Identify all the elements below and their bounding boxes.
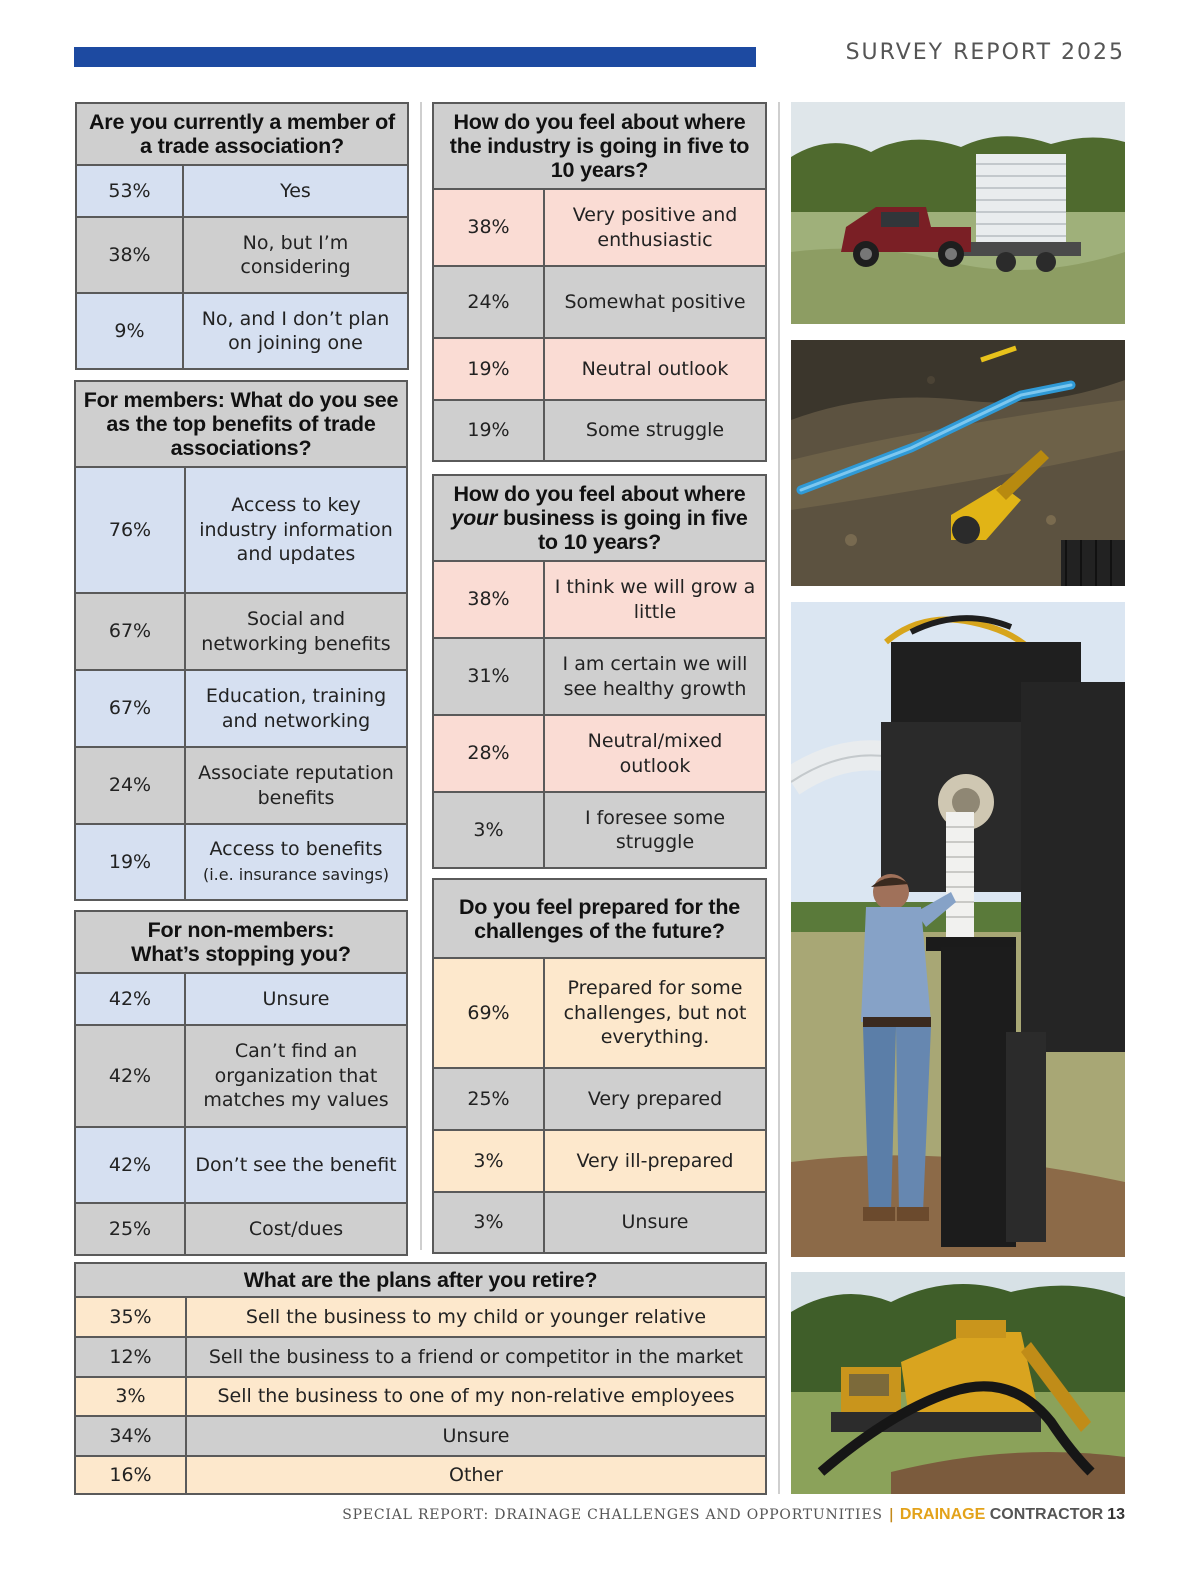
- answer-cell: I foresee some struggle: [544, 792, 766, 868]
- table-title-line: For non-members:: [147, 918, 335, 942]
- business-outlook-table: [432, 474, 767, 869]
- pickup-truck-image: [791, 102, 1125, 324]
- footer-brand-contractor: CONTRACTOR: [989, 1506, 1104, 1523]
- answer-cell: Cost/dues: [185, 1203, 407, 1255]
- footer-section-title: SPECIAL REPORT: DRAINAGE CHALLENGES AND OPPORTUNITIES: [342, 1507, 883, 1523]
- drainage-plow-worker-photo: [791, 602, 1125, 1257]
- percent-cell: 38%: [433, 561, 544, 638]
- answer-cell: Very ill-prepared: [544, 1130, 766, 1192]
- answer-label: Access to benefits: [209, 838, 383, 860]
- percent-cell: 3%: [75, 1377, 186, 1416]
- answer-cell: [185, 824, 407, 900]
- answer-cell: Unsure: [544, 1192, 766, 1253]
- table-title: What are the plans after you retire?: [75, 1263, 766, 1297]
- percent-cell: 35%: [75, 1297, 186, 1337]
- percent-cell: 24%: [75, 747, 185, 824]
- percent-cell: 19%: [433, 400, 544, 461]
- page-footer: [342, 1506, 1125, 1524]
- answer-cell: Don’t see the benefit: [185, 1127, 407, 1203]
- percent-cell: 67%: [75, 670, 185, 747]
- trade-association-membership-table: [75, 102, 409, 370]
- trench-pipe-image: [791, 340, 1125, 586]
- non-member-barriers-table: [74, 910, 408, 1256]
- percent-cell: 53%: [76, 165, 183, 217]
- future-preparedness-table: [432, 878, 767, 1254]
- percent-cell: 3%: [433, 1130, 544, 1192]
- percent-cell: 19%: [433, 338, 544, 400]
- footer-separator: |: [888, 1507, 894, 1523]
- percent-cell: 16%: [75, 1456, 186, 1494]
- answer-cell: Some struggle: [544, 400, 766, 461]
- percent-cell: 3%: [433, 1192, 544, 1253]
- answer-cell: Sell the business to my child or younger relative: [186, 1297, 766, 1337]
- footer-brand-drainage: DRAINAGE: [899, 1506, 986, 1523]
- percent-cell: 25%: [433, 1068, 544, 1130]
- percent-cell: 42%: [75, 1025, 185, 1127]
- table-title: How do you feel about where the industry is going in five to 10 years?: [433, 103, 766, 189]
- page-number: 13: [1107, 1506, 1125, 1523]
- percent-cell: 38%: [433, 189, 544, 266]
- table-title: [433, 475, 766, 561]
- table-title: Do you feel prepared for the challenges of the future?: [433, 879, 766, 958]
- percent-cell: 9%: [76, 293, 183, 369]
- industry-outlook-table: [432, 102, 767, 462]
- answer-cell: Neutral/mixed outlook: [544, 715, 766, 792]
- answer-cell: Neutral outlook: [544, 338, 766, 400]
- answer-cell: Can’t find an organization that matches my values: [185, 1025, 407, 1127]
- drainage-plow-worker-image: [791, 602, 1125, 1257]
- answer-cell: Sell the business to one of my non-relative employees: [186, 1377, 766, 1416]
- percent-cell: 34%: [75, 1416, 186, 1456]
- percent-cell: 28%: [433, 715, 544, 792]
- answer-cell: Yes: [183, 165, 408, 217]
- retirement-plans-table: [74, 1262, 767, 1495]
- answer-cell: Access to key industry information and updates: [185, 467, 407, 593]
- percent-cell: 12%: [75, 1337, 186, 1377]
- answer-cell: Associate reputation benefits: [185, 747, 407, 824]
- answer-cell: Prepared for some challenges, but not everything.: [544, 958, 766, 1068]
- answer-cell: I am certain we will see healthy growth: [544, 638, 766, 715]
- table-title: For members: What do you see as the top benefits of trade associations?: [75, 381, 407, 467]
- answer-cell: No, and I don’t plan on joining one: [183, 293, 408, 369]
- table-title: [75, 911, 407, 973]
- answer-cell: Unsure: [186, 1416, 766, 1456]
- percent-cell: 76%: [75, 467, 185, 593]
- answer-note: (i.e. insurance savings): [202, 864, 390, 884]
- answer-cell: Somewhat positive: [544, 266, 766, 338]
- percent-cell: 24%: [433, 266, 544, 338]
- answer-cell: Social and networking benefits: [185, 593, 407, 670]
- table-title-part: How do you feel about where: [453, 482, 746, 506]
- table-title: Are you currently a member of a trade association?: [76, 103, 408, 165]
- percent-cell: 25%: [75, 1203, 185, 1255]
- table-title-part: business is going in five to 10 years?: [502, 506, 748, 554]
- percent-cell: 19%: [75, 824, 185, 900]
- percent-cell: 67%: [75, 593, 185, 670]
- trencher-photo: [791, 1272, 1125, 1494]
- answer-cell: Unsure: [185, 973, 407, 1025]
- column-divider: [778, 102, 780, 1494]
- percent-cell: 69%: [433, 958, 544, 1068]
- pickup-truck-photo: [791, 102, 1125, 324]
- answer-cell: Sell the business to a friend or competitor in the market: [186, 1337, 766, 1377]
- percent-cell: 42%: [75, 973, 185, 1025]
- percent-cell: 3%: [433, 792, 544, 868]
- table-title-line: What’s stopping you?: [131, 942, 351, 966]
- page-header-title: SURVEY REPORT 2025: [845, 40, 1125, 65]
- answer-cell: Other: [186, 1456, 766, 1494]
- answer-cell: Education, training and networking: [185, 670, 407, 747]
- column-divider: [420, 102, 422, 1250]
- percent-cell: 31%: [433, 638, 544, 715]
- table-title-emphasis: your: [451, 506, 498, 530]
- answer-cell: Very positive and enthusiastic: [544, 189, 766, 266]
- answer-cell: No, but I’m considering: [183, 217, 408, 293]
- header-accent-bar: [74, 47, 756, 67]
- percent-cell: 42%: [75, 1127, 185, 1203]
- answer-cell: Very prepared: [544, 1068, 766, 1130]
- answer-cell: I think we will grow a little: [544, 561, 766, 638]
- trencher-image: [791, 1272, 1125, 1494]
- percent-cell: 38%: [76, 217, 183, 293]
- membership-benefits-table: [74, 380, 408, 901]
- trench-pipe-photo: [791, 340, 1125, 586]
